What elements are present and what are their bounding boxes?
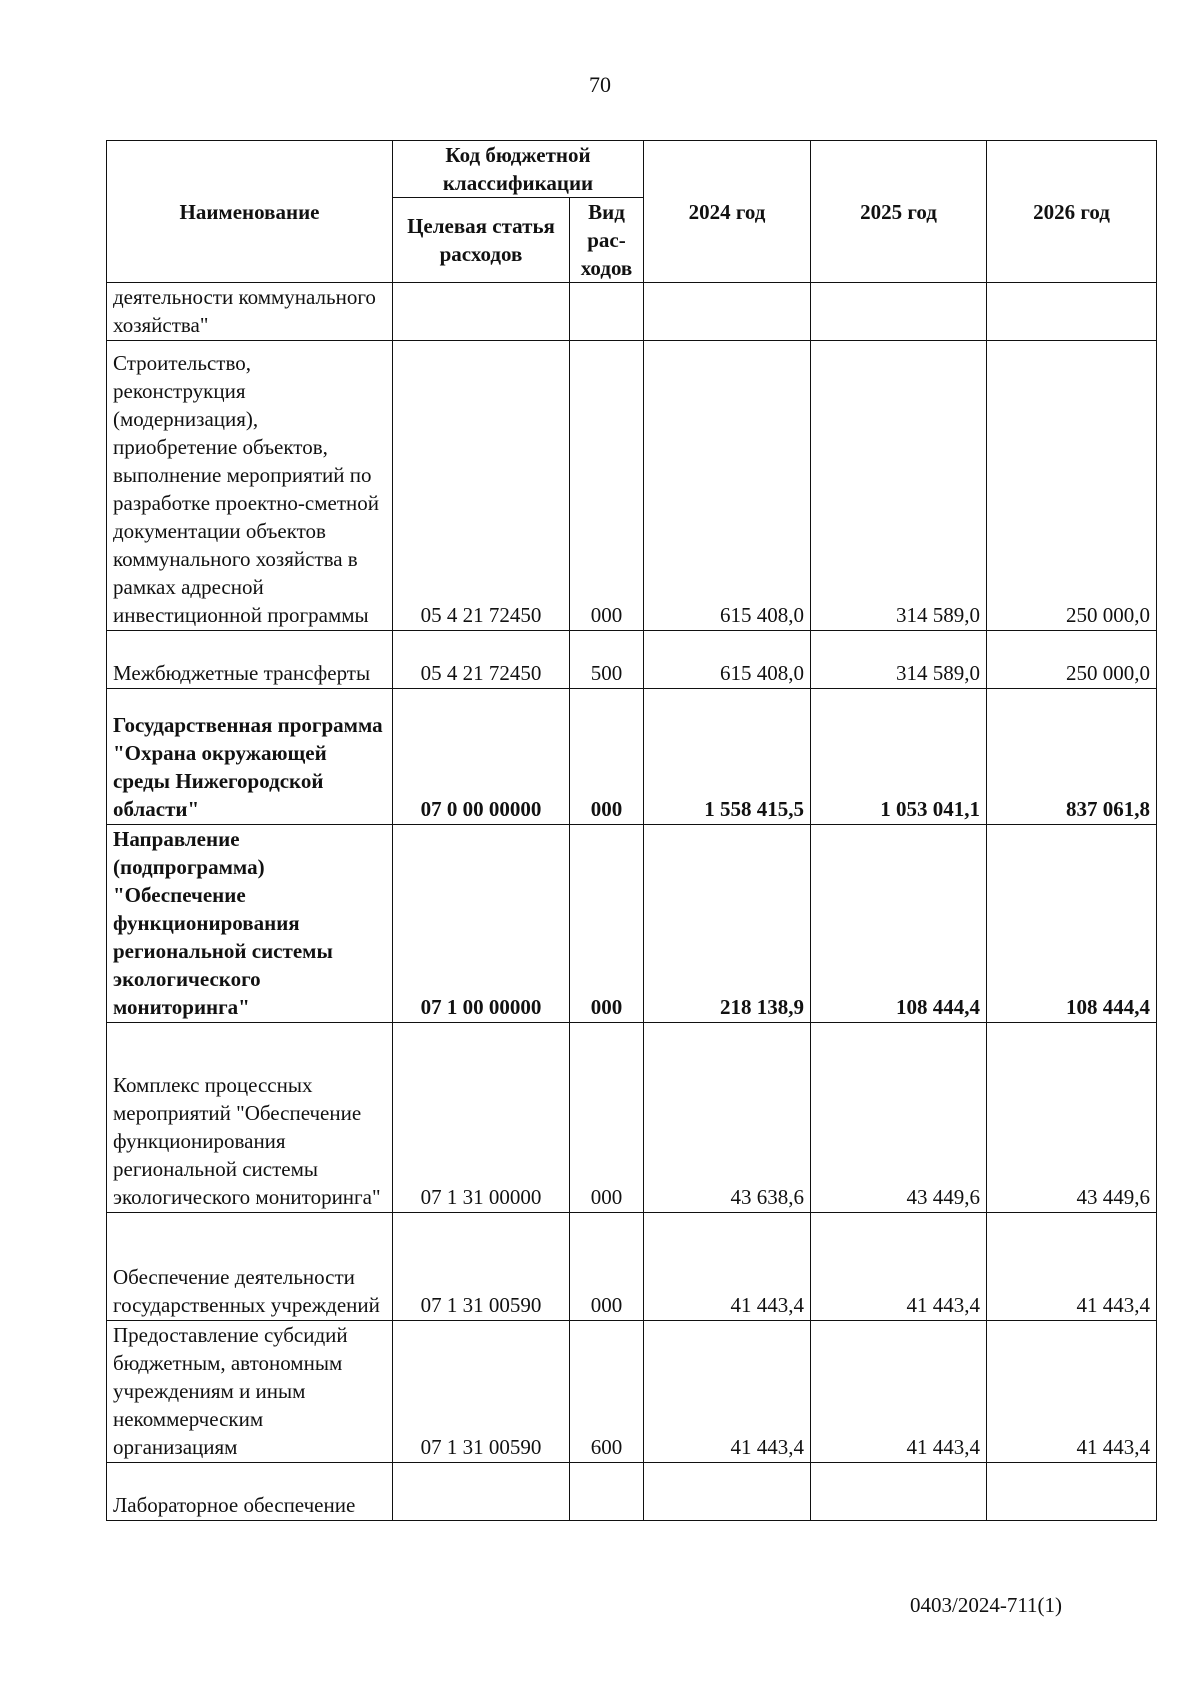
row-expense-type-cell: 000 <box>570 689 644 825</box>
row-expense-type-cell: 600 <box>570 1321 644 1463</box>
row-target-code-cell: 07 1 31 00590 <box>393 1321 570 1463</box>
row-2024-value-cell: 1 558 415,5 <box>644 689 811 825</box>
row-target-code-cell <box>393 1463 570 1521</box>
row-2025-value-cell: 43 449,6 <box>811 1023 987 1213</box>
row-expense-type-cell <box>570 1463 644 1521</box>
row-2026-value-cell: 43 449,6 <box>987 1023 1157 1213</box>
row-2026-value-cell: 250 000,0 <box>987 341 1157 631</box>
row-target-code-cell: 05 4 21 72450 <box>393 341 570 631</box>
row-2024-value-cell: 615 408,0 <box>644 631 811 689</box>
table-body <box>107 283 1157 1521</box>
table-row <box>107 1213 1157 1321</box>
row-2026-value-cell: 837 061,8 <box>987 689 1157 825</box>
row-2024-value-cell: 615 408,0 <box>644 341 811 631</box>
table-row <box>107 631 1157 689</box>
row-target-code-cell: 05 4 21 72450 <box>393 631 570 689</box>
row-name-cell: Предоставление субсидий бюджетным, автономным учреждениям и иным некоммерческим организациям <box>107 1321 393 1463</box>
row-2024-value-cell: 43 638,6 <box>644 1023 811 1213</box>
row-2025-value-cell: 1 053 041,1 <box>811 689 987 825</box>
table-row <box>107 283 1157 341</box>
header-2025: 2025 год <box>811 141 987 283</box>
row-2025-value-cell: 108 444,4 <box>811 825 987 1023</box>
table-header <box>107 141 1157 283</box>
row-2026-value-cell <box>987 1463 1157 1521</box>
page-number: 70 <box>589 72 611 97</box>
row-target-code-cell <box>393 283 570 341</box>
row-name-cell: Лабораторное обеспечение <box>107 1463 393 1521</box>
table-row <box>107 1023 1157 1213</box>
header-name: Наименование <box>107 141 393 283</box>
table-row <box>107 1321 1157 1463</box>
row-expense-type-cell: 500 <box>570 631 644 689</box>
row-2026-value-cell <box>987 283 1157 341</box>
row-2025-value-cell: 41 443,4 <box>811 1213 987 1321</box>
row-name-cell: Строительство, реконструкция (модернизация), приобретение объектов, выполнение мероприятий по разработке проектно-сметной документации объектов коммунального хозяйства в рамках адресной инвестиционной программы <box>107 341 393 631</box>
row-target-code-cell: 07 1 31 00590 <box>393 1213 570 1321</box>
row-2024-value-cell: 41 443,4 <box>644 1321 811 1463</box>
row-2024-value-cell: 218 138,9 <box>644 825 811 1023</box>
row-expense-type-cell <box>570 283 644 341</box>
row-2024-value-cell <box>644 283 811 341</box>
table-row <box>107 341 1157 631</box>
row-target-code-cell: 07 1 00 00000 <box>393 825 570 1023</box>
row-name-cell: Направление (подпрограмма) "Обеспечение функционирования региональной системы экологического мониторинга" <box>107 825 393 1023</box>
table-row <box>107 825 1157 1023</box>
budget-table <box>106 140 1157 1521</box>
document-code: 0403/2024-711(1) <box>910 1593 1063 1617</box>
row-2026-value-cell: 41 443,4 <box>987 1213 1157 1321</box>
header-2024: 2024 год <box>644 141 811 283</box>
header-expense-type: Вид рас-ходов <box>570 198 644 283</box>
header-2026: 2026 год <box>987 141 1157 283</box>
row-2024-value-cell: 41 443,4 <box>644 1213 811 1321</box>
row-2025-value-cell <box>811 283 987 341</box>
row-2025-value-cell: 314 589,0 <box>811 631 987 689</box>
row-2025-value-cell: 41 443,4 <box>811 1321 987 1463</box>
table-row <box>107 689 1157 825</box>
row-name-cell: Обеспечение деятельности государственных учреждений <box>107 1213 393 1321</box>
row-target-code-cell: 07 0 00 00000 <box>393 689 570 825</box>
row-expense-type-cell: 000 <box>570 1023 644 1213</box>
row-2025-value-cell <box>811 1463 987 1521</box>
header-code-group: Код бюджетной классификации <box>393 141 644 198</box>
row-2025-value-cell: 314 589,0 <box>811 341 987 631</box>
row-name-cell: Межбюджетные трансферты <box>107 631 393 689</box>
row-2026-value-cell: 41 443,4 <box>987 1321 1157 1463</box>
row-expense-type-cell: 000 <box>570 341 644 631</box>
header-target-article: Целевая статья расходов <box>393 198 570 283</box>
row-2024-value-cell <box>644 1463 811 1521</box>
row-name-cell: Комплекс процессных мероприятий "Обеспечение функционирования региональной системы экологического мониторинга" <box>107 1023 393 1213</box>
row-expense-type-cell: 000 <box>570 825 644 1023</box>
row-2026-value-cell: 250 000,0 <box>987 631 1157 689</box>
row-name-cell: деятельности коммунального хозяйства" <box>107 283 393 341</box>
row-2026-value-cell: 108 444,4 <box>987 825 1157 1023</box>
row-name-cell: Государственная программа "Охрана окружающей среды Нижегородской области" <box>107 689 393 825</box>
row-target-code-cell: 07 1 31 00000 <box>393 1023 570 1213</box>
table-row <box>107 1463 1157 1521</box>
row-expense-type-cell: 000 <box>570 1213 644 1321</box>
